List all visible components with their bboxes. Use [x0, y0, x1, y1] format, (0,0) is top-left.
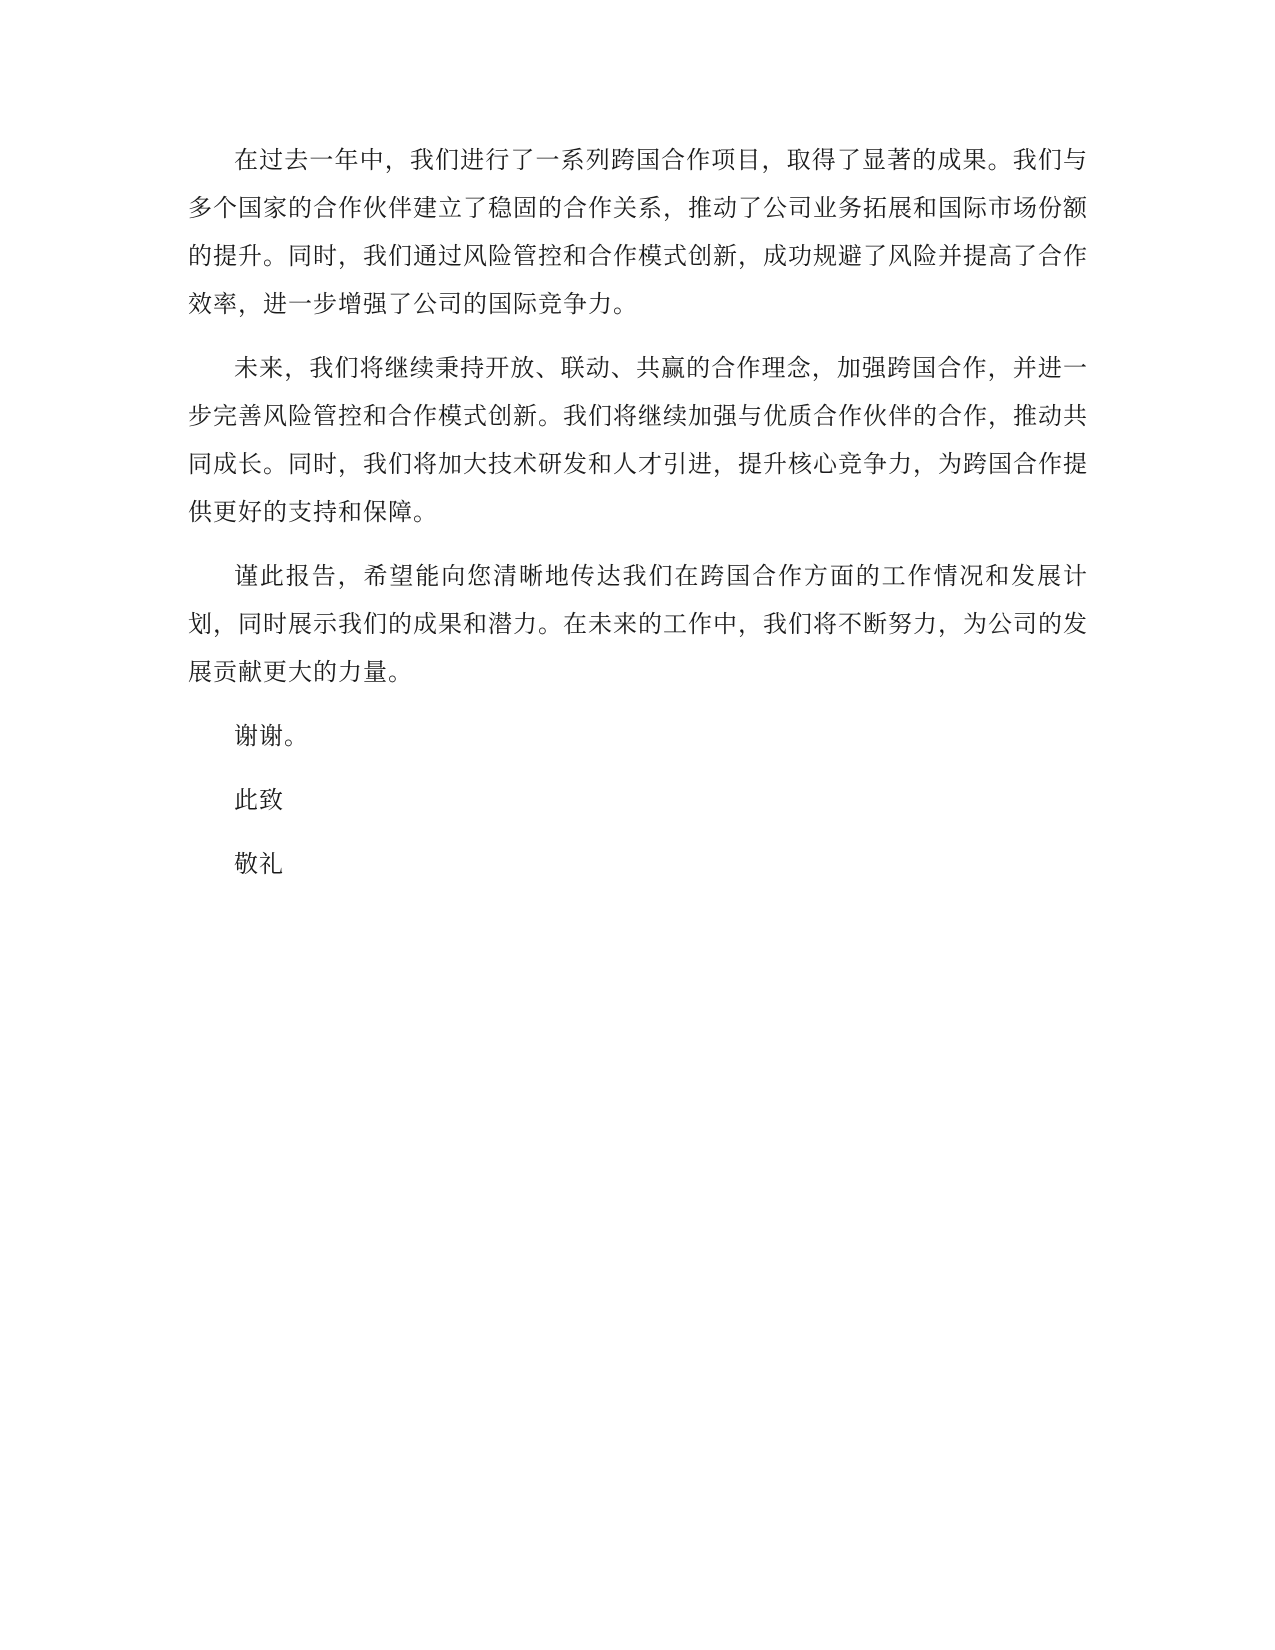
closing-regards: 敬礼	[234, 850, 284, 878]
closing-salutation: 此致	[234, 786, 284, 814]
paragraph-achievements: 在过去一年中，我们进行了一系列跨国合作项目，取得了显著的成果。我们与多个国家的合作伙伴建立了稳固的合作关系，推动了公司业务拓展和国际市场份额的提升。同时，我们通过风险管控和合作模式创新，成功规避了风险并提高了合作效率，进一步增强了公司的国际竞争力。	[188, 146, 1088, 318]
document-body	[188, 136, 1088, 904]
paragraph-report-summary: 谨此报告，希望能向您清晰地传达我们在跨国合作方面的工作情况和发展计划，同时展示我们的成果和潜力。在未来的工作中，我们将不断努力，为公司的发展贡献更大的力量。	[188, 562, 1088, 686]
thanks-line: 谢谢。	[234, 722, 309, 750]
paragraph-future-plans: 未来，我们将继续秉持开放、联动、共赢的合作理念，加强跨国合作，并进一步完善风险管控和合作模式创新。我们将继续加强与优质合作伙伴的合作，推动共同成长。同时，我们将加大技术研发和人才引进，提升核心竞争力，为跨国合作提供更好的支持和保障。	[188, 354, 1088, 526]
